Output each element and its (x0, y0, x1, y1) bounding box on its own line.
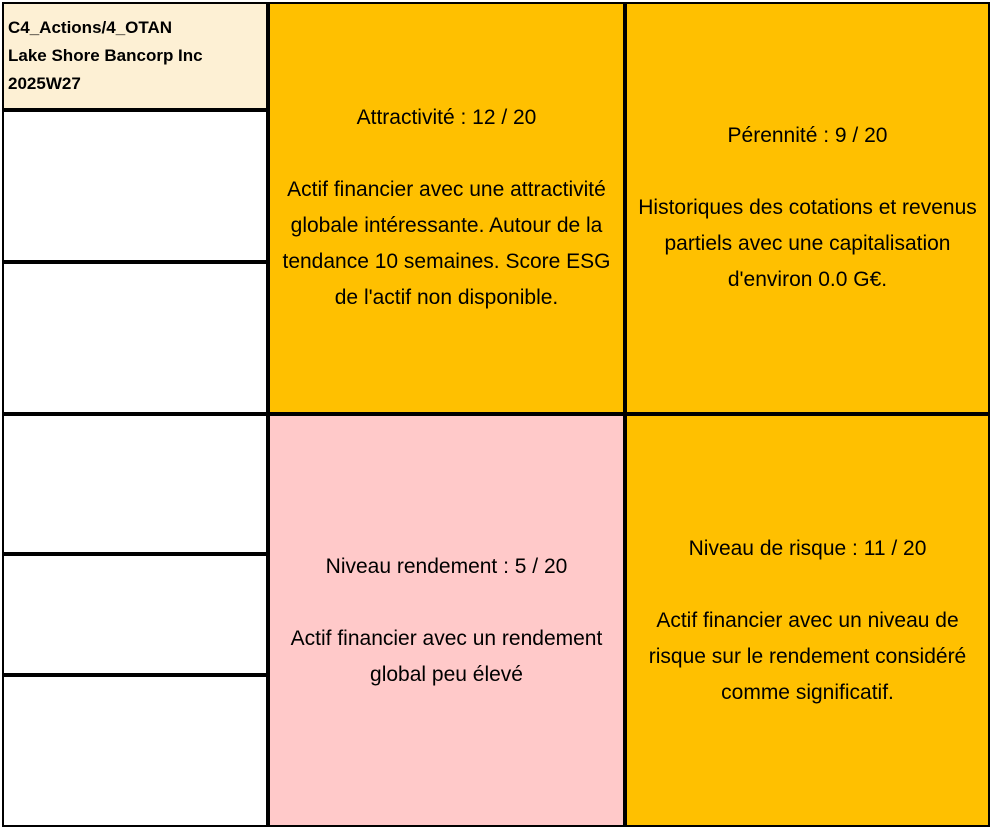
empty-cell-3 (2, 414, 268, 554)
empty-cell-1 (2, 110, 268, 262)
empty-cell-5 (2, 675, 268, 827)
rendement-title: Niveau rendement : 5 / 20 (325, 554, 568, 578)
empty-cell-4 (2, 554, 268, 675)
header-cell (2, 2, 268, 110)
risque-quadrant (625, 414, 990, 827)
perennite-quadrant (625, 2, 990, 414)
rendement-description: Actif financier avec un rendement global peu élevé (290, 626, 603, 686)
risque-description: Actif financier avec un niveau de risque sur le rendement considéré comme significatif. (648, 608, 967, 704)
attractivite-description: Actif financier avec une attractivité globale intéressante. Autour de la tendance 10 semaines. Score ESG de l'actif non disponible. (282, 178, 611, 309)
attractivite-title: Attractivité : 12 / 20 (356, 106, 537, 129)
perennite-title: Pérennité : 9 / 20 (727, 124, 888, 147)
category-path: C4_Actions/4_OTAN (8, 18, 173, 37)
empty-cell-2 (2, 262, 268, 414)
week-label: 2025W27 (8, 74, 81, 93)
company-name: Lake Shore Bancorp Inc (8, 46, 203, 65)
risque-title: Niveau de risque : 11 / 20 (688, 536, 927, 560)
perennite-description: Historiques des cotations et revenus partiels avec une capitalisation d'environ 0.0 G€. (638, 196, 977, 291)
attractivite-quadrant (268, 2, 625, 414)
rendement-quadrant (268, 414, 625, 827)
